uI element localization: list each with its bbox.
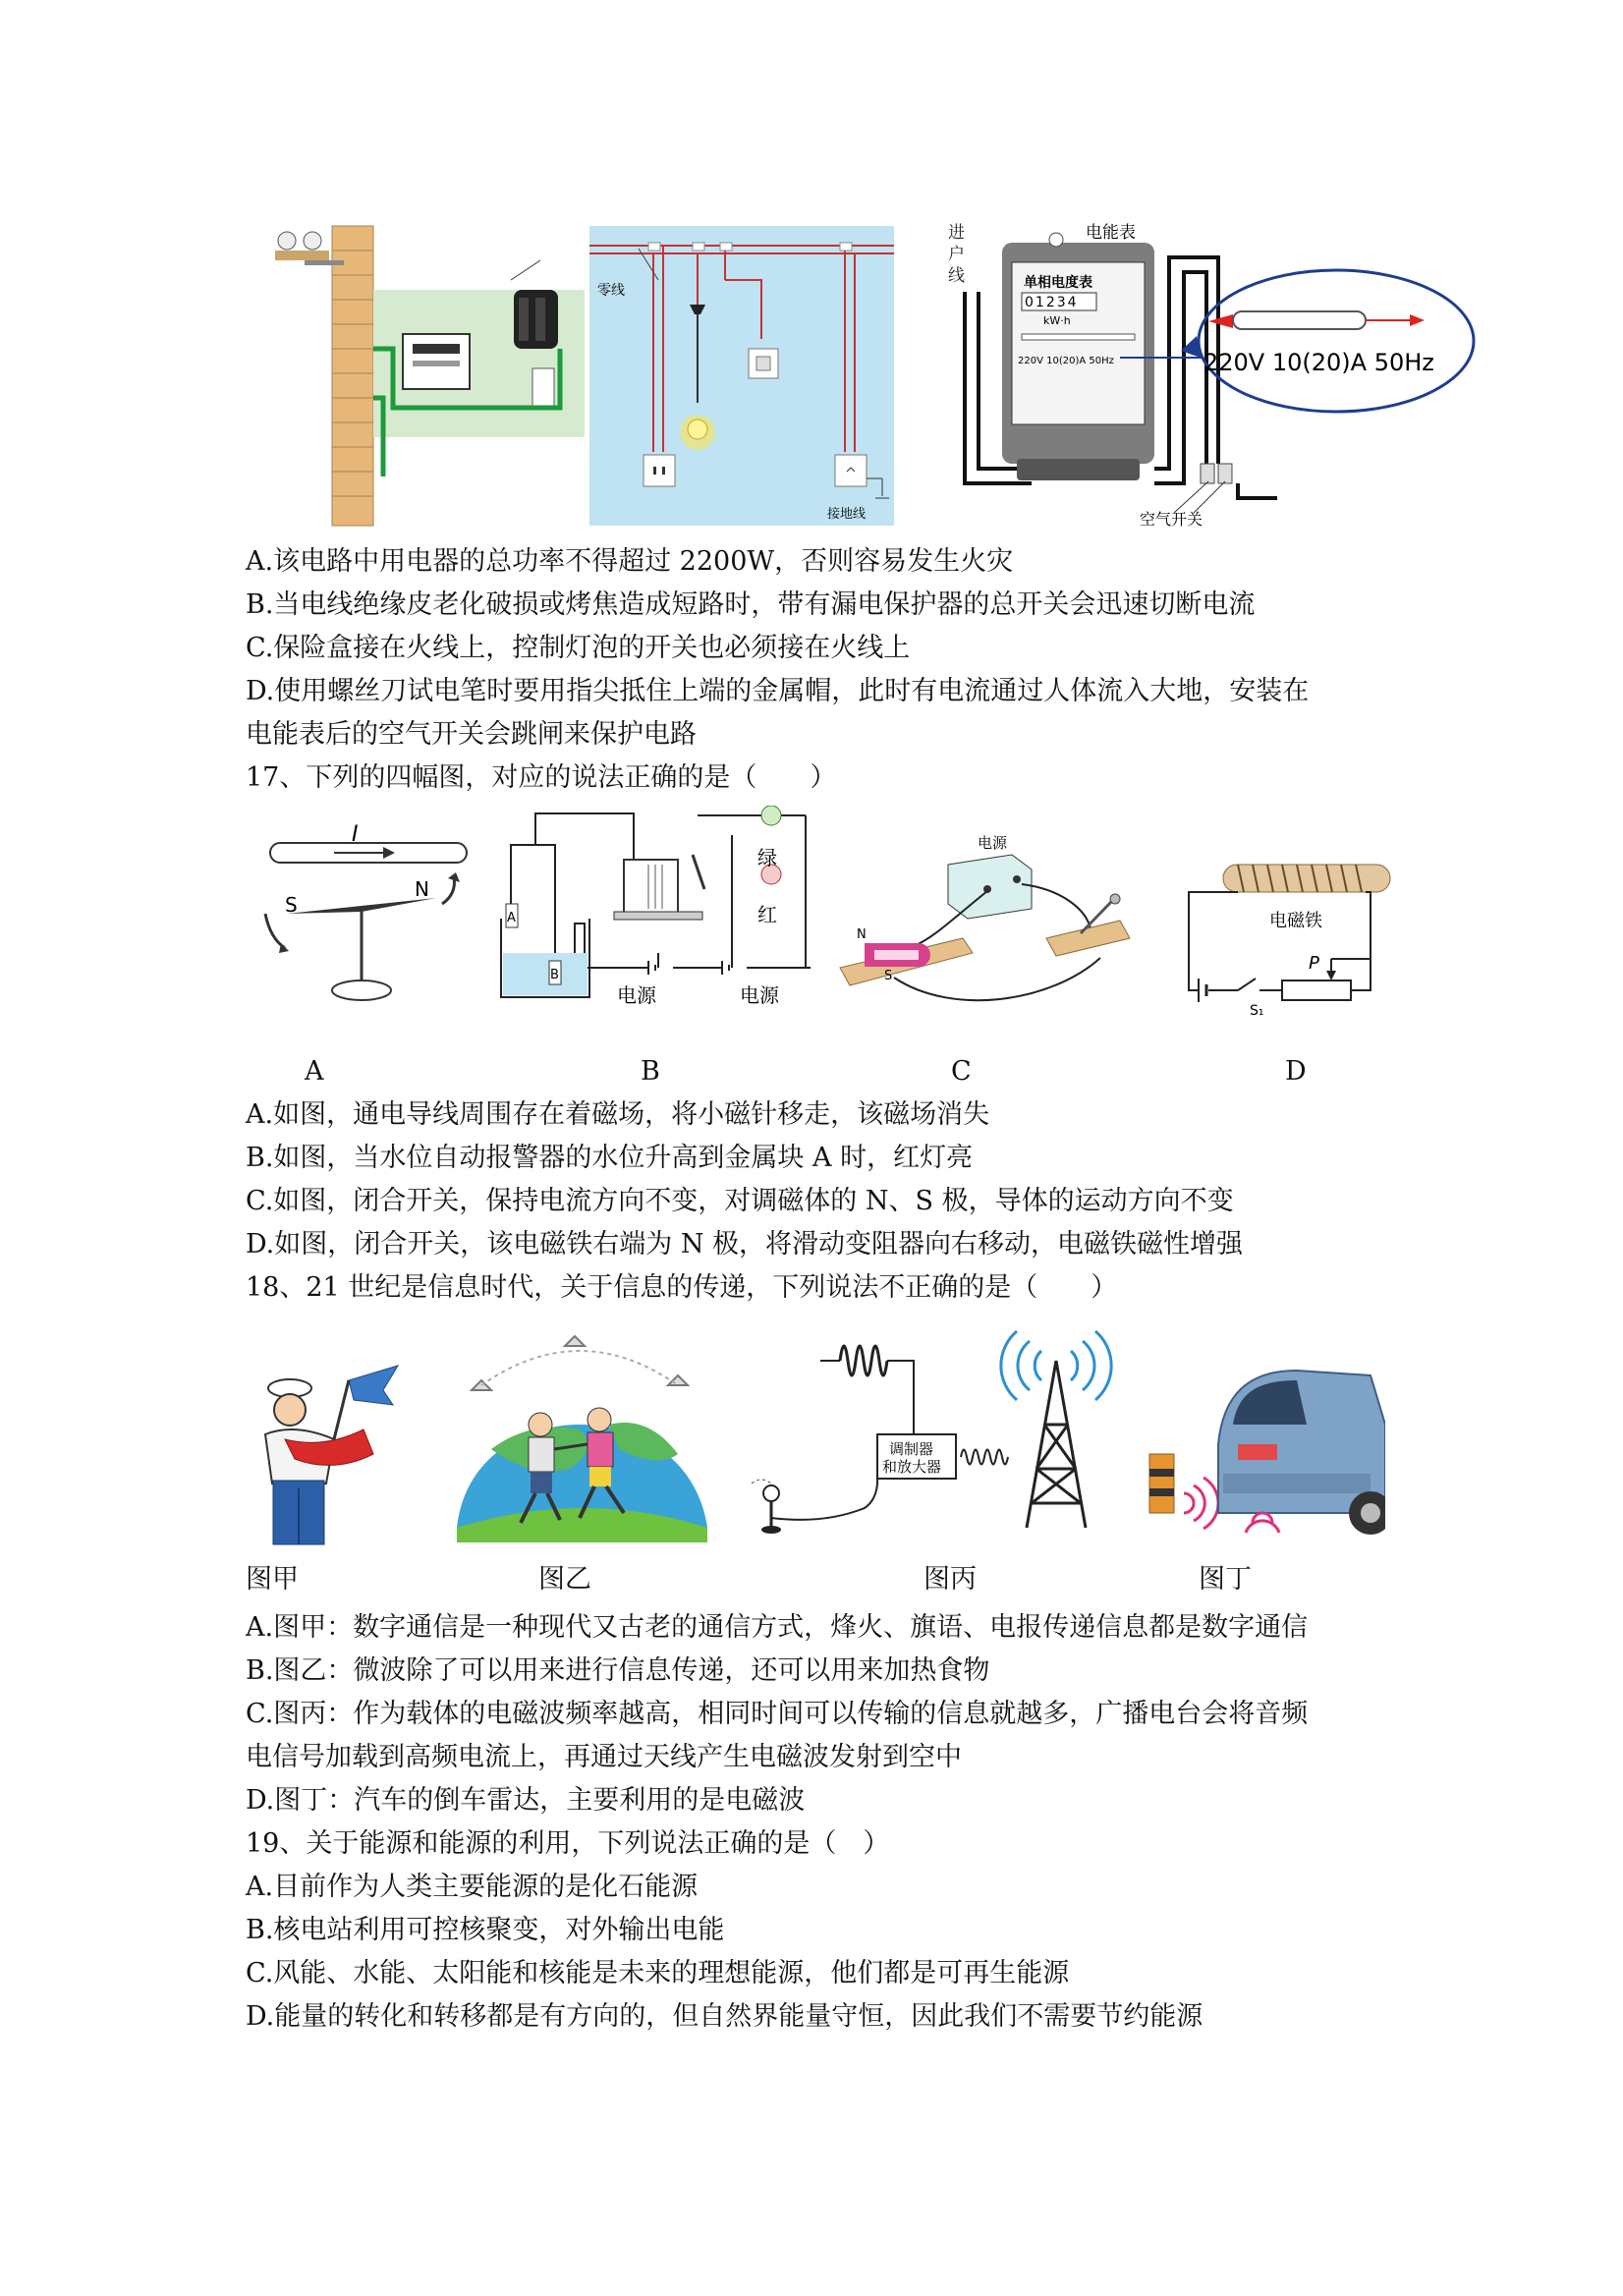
q17-option-d: D.如图，闭合开关，该电磁铁右端为 N 极，将滑动变阻器向右移动，电磁铁磁性增强 [246,1229,1244,1260]
q17-caption-a: A [305,1056,324,1087]
meter-digits: 01234 [1025,295,1079,310]
green-lamp-label: 绿 [757,846,777,869]
modulator-label-1: 调制器 [889,1440,934,1458]
q18-option-b: B.图乙：微波除了可以用来进行信息传递，还可以用来加热食物 [246,1655,990,1686]
q16-option-d-cont: 电能表后的空气开关会跳闸来保护电路 [246,719,697,750]
q16-option-d: D.使用螺丝刀试电笔时要用指尖抵住上端的金属帽，此时有电流通过人体流入大地，安装在 [246,676,1310,706]
current-label: I [352,822,359,847]
q18-option-c-cont: 电信号加载到高频电流上，再通过天线产生电磁波发射到空中 [246,1742,962,1772]
power-label-2: 电源 [740,983,779,1007]
wiring-diagram [265,221,904,531]
q16-option-c: C.保险盒接在火线上，控制灯泡的开关也必须接在火线上 [246,633,911,663]
air-switch-label: 空气开关 [1140,510,1203,529]
q17-stem: 17、下列的四幅图，对应的说法正确的是（ ） [246,762,837,793]
power-source-label: 电源 [978,834,1008,852]
q17-option-a: A.如图，通电导线周围存在着磁场，将小磁针移走，该磁场消失 [246,1099,990,1130]
switch-label: S₁ [1250,1003,1264,1015]
block-a-label: A [507,911,516,925]
q18-fig-bing [732,1321,1125,1547]
incoming-label-char: 进 [948,223,965,243]
meter-rating-zoom: 220V 10(20)A 50Hz [1203,349,1434,376]
q18-stem: 18、21 世纪是信息时代，关于信息的传递，下列说法不正确的是（ ） [246,1272,1118,1303]
north-pole-label: N [415,877,429,901]
q17-caption-d: D [1285,1056,1307,1087]
block-b-label: B [550,968,559,982]
q18-caption-jia: 图甲 [246,1564,299,1595]
q17-fig-c [835,830,1140,1012]
q18-fig-yi [452,1331,712,1547]
q16-option-a: A.该电路中用电器的总功率不得超过 2200W，否则容易发生火灾 [246,546,1014,577]
q17-option-c: C.如图，闭合开关，保持电流方向不变，对调磁体的 N、S 极，导体的运动方向不变 [246,1186,1234,1216]
incoming-label-char: 线 [948,266,965,286]
q18-fig-jia [255,1361,432,1547]
q17-option-b: B.如图，当水位自动报警器的水位升高到金属块 A 时，红灯亮 [246,1143,974,1173]
red-lamp-label: 红 [757,903,777,926]
meter-label: 电能表 [1086,223,1136,243]
q18-caption-yi: 图乙 [538,1564,591,1595]
meter-unit: kW·h [1043,314,1071,327]
q19-option-a: A.目前作为人类主要能源的是化石能源 [246,1872,699,1902]
south-pole-label: S [285,893,298,917]
q18-option-c: C.图丙：作为载体的电磁波频率越高，相同时间可以传输的信息就越多，广播电台会将音频 [246,1699,1309,1729]
power-label-1: 电源 [617,983,656,1007]
incoming-label-char: 户 [948,245,965,264]
q16-option-b: B.当电线绝缘皮老化破损或烤焦造成短路时，带有漏电保护器的总开关会迅速切断电流 [246,589,1256,620]
meter-face-title: 单相电度表 [1024,275,1092,291]
q19-option-c: C.风能、水能、太阳能和核能是未来的理想能源，他们都是可再生能源 [246,1958,1070,1988]
q17-fig-a [246,815,481,1012]
q18-option-d: D.图丁：汽车的倒车雷达，主要利用的是电磁波 [246,1785,806,1816]
q17-caption-b: B [641,1056,660,1087]
q18-fig-ding [1140,1366,1385,1542]
slider-label: P [1309,953,1319,974]
magnet-north-label: N [857,927,867,942]
ground-wire-label: 接地线 [827,507,867,522]
energy-meter-diagram [943,218,1483,532]
q19-stem: 19、关于能源和能源的利用，下列说法正确的是（ ） [246,1828,890,1859]
q17-fig-b [486,806,811,1012]
q17-fig-d [1179,853,1395,1015]
magnet-south-label: S [884,969,893,983]
q18-caption-bing: 图丙 [923,1564,977,1595]
q17-caption-c: C [951,1056,972,1087]
q18-option-a: A.图甲：数字通信是一种现代又古老的通信方式，烽火、旗语、电报传递信息都是数字通信 [246,1612,1309,1643]
electromagnet-label: 电磁铁 [1269,911,1322,931]
meter-rating-small: 220V 10(20)A 50Hz [1018,356,1114,366]
modulator-label-2: 和放大器 [882,1458,942,1476]
q19-option-d: D.能量的转化和转移都是有方向的，但自然界能量守恒，因此我们不需要节约能源 [246,2001,1203,2032]
q19-option-b: B.核电站利用可控核聚变，对外输出电能 [246,1915,725,1945]
neutral-label: 零线 [597,283,625,299]
q18-caption-ding: 图丁 [1199,1564,1252,1595]
